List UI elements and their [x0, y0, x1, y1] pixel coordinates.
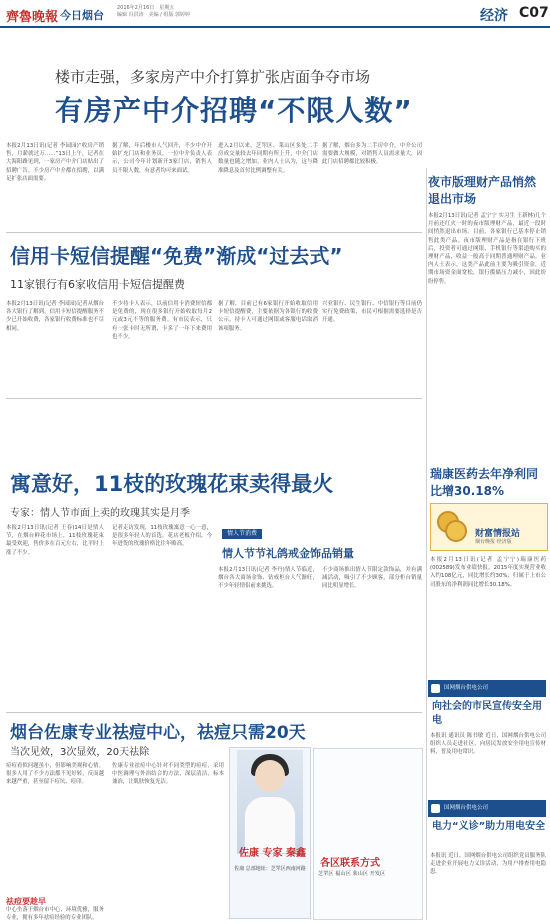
masthead: [0, 0, 550, 26]
right-headline-2: 瑞康医药去年净利同比增30.18%: [430, 467, 539, 498]
banner-title: 财富情报站: [475, 529, 521, 539]
banner-subtitle: 烟台晚报 经济版: [475, 539, 512, 545]
clinic-list: 芝罘区 福山区 莱山区 开发区: [318, 871, 386, 877]
story4-col3: 中心坐落于烟台市中心，环境优雅，服务专业，拥有多年祛痘经验的专业团队。: [6, 907, 104, 922]
story4-col2: 佐康专业祛痘中心针对不同类型的痘痘，采用中医调理与外治结合的方法，深层清洁，标本兼治，让肌肤恢复光洁。: [112, 763, 224, 786]
right-body-4: 本报讯 近日，国网烟台供电公司组织党员服务队走进企业开展电力义诊活动，为用户排查用电隐患。: [430, 853, 546, 876]
story1-headline: 有房产中介招聘“不限人数”: [55, 94, 413, 127]
story1-col1: 本报2月13日讯(记者 李园园)“收房产销售，月薪就过万……”13日上午，记者在大海阳路见到，一家房产中介门店贴出了招聘广告。不少房产中介都在招聘，以满足扩张店面需要。: [6, 143, 104, 182]
story3-headline: 寓意好，11枝的玫瑰花束卖得最火: [10, 472, 334, 496]
right-headline-3: 向社会的市民宣传安全用电: [432, 701, 542, 726]
story1-kicker: 楼市走强，多家房产中介打算扩张店面争夺市场: [55, 68, 371, 86]
story4-deck: 当次见效，3次显效，20天祛除: [10, 747, 150, 758]
story3-tag: 情人节消费: [222, 529, 262, 539]
photo-caption: 佐康 专家 秦鑫: [239, 848, 306, 859]
story1-col4: 据了解，烟台多为二手房中介。中介公司需要做大规模，对销售人员需求量大，因此门店招聘都比较积极。: [322, 143, 422, 166]
column-rule: [426, 168, 427, 920]
coin-icon: [445, 520, 467, 542]
right-headline-1: 夜市版理财产品悄然退出市场: [428, 175, 537, 206]
story4-col1: 痘痘看似问题虽小，但影响美观和心情。很多人用了不少方法都不见好转，反而越来越严重，甚至留下痘坑、痘印。: [6, 763, 104, 786]
story3-sub-col1: 本报2月13日讯(记者 李丹)情人节临近，烟台各大商场金饰、钻戒柜台人气渐旺，不少年轻情侣前来挑选。: [218, 567, 318, 590]
story3-col1: 本报2月13日讯(记者 王春)14日是情人节，在烟台鲜花市场上，11枝玫瑰花束最受欢迎，售价多在百元左右，比平时上涨了不少。: [6, 525, 104, 556]
story3-sub-col2: 不少商场推出情人节限定款饰品，并有满减活动，吸引了不少顾客，部分柜台销量同比明显增长。: [322, 567, 422, 590]
power-icon: [431, 684, 440, 693]
issue-meta: [117, 5, 190, 19]
newspaper-logo: 齊魯晚報: [6, 10, 59, 25]
section-bar-label: 国网烟台供电公司: [444, 805, 489, 811]
story3-deck: 专家：情人节市面上卖的玫瑰其实是月季: [10, 508, 190, 519]
section-bar-label: 国网烟台供电公司: [444, 685, 489, 691]
story4-subhead: 祛痘要趁早: [6, 897, 46, 906]
story2-col2: 不少持卡人表示，以前信用卡消费短信都是免费的，现在很多银行开始收取每月2元或3元不等的服务费。有市民表示，只有一张卡时无所谓，卡多了一年下来费用也不少。: [112, 301, 212, 340]
masthead-rule: [0, 26, 550, 28]
story2-col1: 本报2月13日讯(记者 李园园)记者从烟台各大银行了解到，信用卡短信提醒服务不少已开始收费，各家银行收费标准也不尽相同。: [6, 301, 104, 332]
story1-col3: 进入2月以来，芝罘区、莱山区多处二手房成交量较去年同期有所上升，中介门店数量也随之增加。业内人士认为，这与降准降息及首付比例调整有关。: [218, 143, 318, 174]
right-section-bar-2: [428, 800, 546, 817]
wealth-info-banner: [430, 503, 548, 551]
divider: [6, 712, 422, 713]
power-icon: [431, 804, 440, 813]
right-section-bar-1: [428, 680, 546, 697]
photo-info: 佐康 总部地址：芝罘区西南河路: [234, 866, 306, 872]
story3-col2: 记者走访发现，11枝玫瑰寓意一心一意，是很多年轻人的首选。花店老板介绍，今年进货的玫瑰价格比往年略高。: [112, 525, 212, 548]
page-number: C07: [519, 5, 549, 21]
editor-credits: 编辑 冯洪涛 美编 / 组版 郭婷婷: [117, 12, 191, 18]
story2-col3: 据了解，目前已有6家银行开始收取信用卡短信提醒费，主要依据为各银行的收费公示，持卡人可通过网银或客服电话取消该项服务。: [218, 301, 318, 332]
story2-col4: 兴业银行、民生银行、中信银行等目前仍实行免费政策，市民可根据需要选择是否开通。: [322, 301, 422, 324]
story2-deck: 11家银行有6家收信用卡短信提醒费: [10, 278, 185, 291]
divider: [6, 232, 422, 233]
section-label: 经济: [480, 8, 508, 24]
divider: [6, 398, 422, 399]
edition-name: 今日烟台: [60, 9, 104, 22]
doctor-face: [255, 760, 285, 792]
story3-subhead: 情人节节礼鸽戒金饰品销量: [222, 547, 354, 560]
clinic-title: 各区联系方式: [320, 858, 380, 869]
right-body-1: 本报2月13日讯(记者 孟宁宁 实习生 王新林)几个月前还红火一时的夜市版理财产品，最近一段时间悄然退出市场。目前，各家银行已基本停止销售此类产品。夜市版理财产品是指在银行下班后，投资者可通过网银、手机银行等渠道购买的理财产品，收益一般高于同期普通理财产品。业内人士表示，这类产品此前主要为吸引资金，近期市场资金面宽松，银行揽储压力减小，因此纷纷停售。: [428, 213, 546, 285]
story2-headline: 信用卡短信提醒“免费”渐成“过去式”: [10, 244, 343, 268]
story4-headline: 烟台佐康专业祛痘中心，祛痘只需20天: [10, 723, 306, 743]
right-body-2: 本报2月13日讯(记者 孟宁宁)瑞康医药(002589)发布业绩快报，2015年度实现营业收入约108亿元，同比增长约30%；归属于上市公司股东的净利润同比增长30.18%。: [430, 557, 546, 588]
right-body-3: 本报讯 通讯员 陈书敏 近日，国网烟台供电公司组织人员走进社区，向居民发放安全用电宣传材料，普及用电常识。: [430, 733, 546, 756]
right-headline-4: 电力“义诊”助力用电安全: [432, 821, 546, 832]
issue-date: 2016年2月16日 星期五: [117, 5, 175, 11]
right-column: [428, 174, 546, 462]
clinic-info-box: [313, 748, 423, 920]
story1-col2: 据了解，年后楼市人气回升，不少中介开始扩充门店和业务员。一位中介负责人表示，公司今年计划新开3家门店，销售人员不限人数，有意者均可来面试。: [112, 143, 212, 174]
